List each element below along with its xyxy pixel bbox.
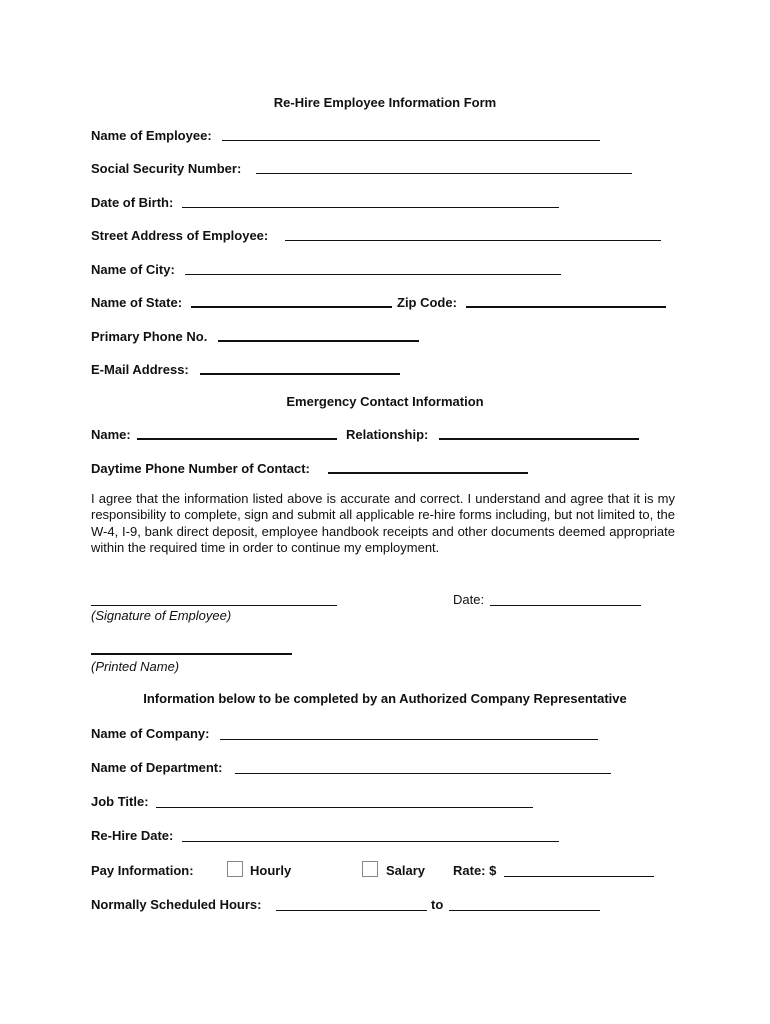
daytime-phone-label: Daytime Phone Number of Contact: <box>91 461 310 476</box>
pay-info-label: Pay Information: <box>91 863 194 878</box>
company-name-field[interactable] <box>220 739 598 740</box>
job-title-field[interactable] <box>156 807 533 808</box>
hourly-label: Hourly <box>250 863 292 878</box>
emergency-name-label: Name: <box>91 427 131 442</box>
ssn-field[interactable] <box>256 173 632 174</box>
phone-field[interactable] <box>218 340 419 342</box>
email-field[interactable] <box>200 373 400 375</box>
city-label: Name of City: <box>91 262 175 277</box>
zip-field[interactable] <box>466 306 666 308</box>
department-label: Name of Department: <box>91 760 223 775</box>
rate-field[interactable] <box>504 876 654 877</box>
agreement-paragraph: I agree that the information listed above is accurate and correct. I understand and agree that it is my responsibility to complete, sign and submit all applicable re-hire forms including, but not limited to, the W-4, I-9, bank direct deposit, employee handbook receipts and other documents deemed appropriate within the required time in order to continue my employment. <box>91 491 675 555</box>
hours-to-field[interactable] <box>449 910 600 911</box>
relationship-label: Relationship: <box>346 427 429 442</box>
rehire-date-field[interactable] <box>182 841 559 842</box>
rehire-date-label: Re-Hire Date: <box>91 828 174 843</box>
rate-label: Rate: $ <box>453 863 497 878</box>
name-of-employee-label: Name of Employee: <box>91 128 212 143</box>
hours-to-label: to <box>431 897 444 912</box>
hours-from-field[interactable] <box>276 910 427 911</box>
city-field[interactable] <box>185 274 561 275</box>
name-of-employee-field[interactable] <box>222 140 600 141</box>
salary-label: Salary <box>386 863 426 878</box>
relationship-field[interactable] <box>439 438 639 440</box>
job-title-label: Job Title: <box>91 794 149 809</box>
company-name-label: Name of Company: <box>91 726 210 741</box>
state-field[interactable] <box>191 306 392 308</box>
emergency-heading: Emergency Contact Information <box>286 394 484 409</box>
signature-caption: (Signature of Employee) <box>91 608 232 623</box>
dob-label: Date of Birth: <box>91 195 174 210</box>
date-field[interactable] <box>490 605 641 606</box>
date-label: Date: <box>453 592 485 607</box>
zip-label: Zip Code: <box>397 295 457 310</box>
salary-checkbox[interactable] <box>362 861 378 877</box>
printed-name-field[interactable] <box>91 653 292 655</box>
emergency-name-field[interactable] <box>137 438 337 440</box>
hours-label: Normally Scheduled Hours: <box>91 897 262 912</box>
state-label: Name of State: <box>91 295 183 310</box>
phone-label: Primary Phone No. <box>91 329 208 344</box>
printed-name-caption: (Printed Name) <box>91 659 180 674</box>
ssn-label: Social Security Number: <box>91 161 242 176</box>
street-address-label: Street Address of Employee: <box>91 228 269 243</box>
daytime-phone-field[interactable] <box>328 472 528 474</box>
department-field[interactable] <box>235 773 611 774</box>
form-title: Re-Hire Employee Information Form <box>273 95 497 110</box>
hourly-checkbox[interactable] <box>227 861 243 877</box>
street-address-field[interactable] <box>285 240 661 241</box>
signature-field[interactable] <box>91 605 337 606</box>
dob-field[interactable] <box>182 207 559 208</box>
company-heading: Information below to be completed by an Authorized Company Representative <box>143 691 627 706</box>
email-label: E-Mail Address: <box>91 362 189 377</box>
